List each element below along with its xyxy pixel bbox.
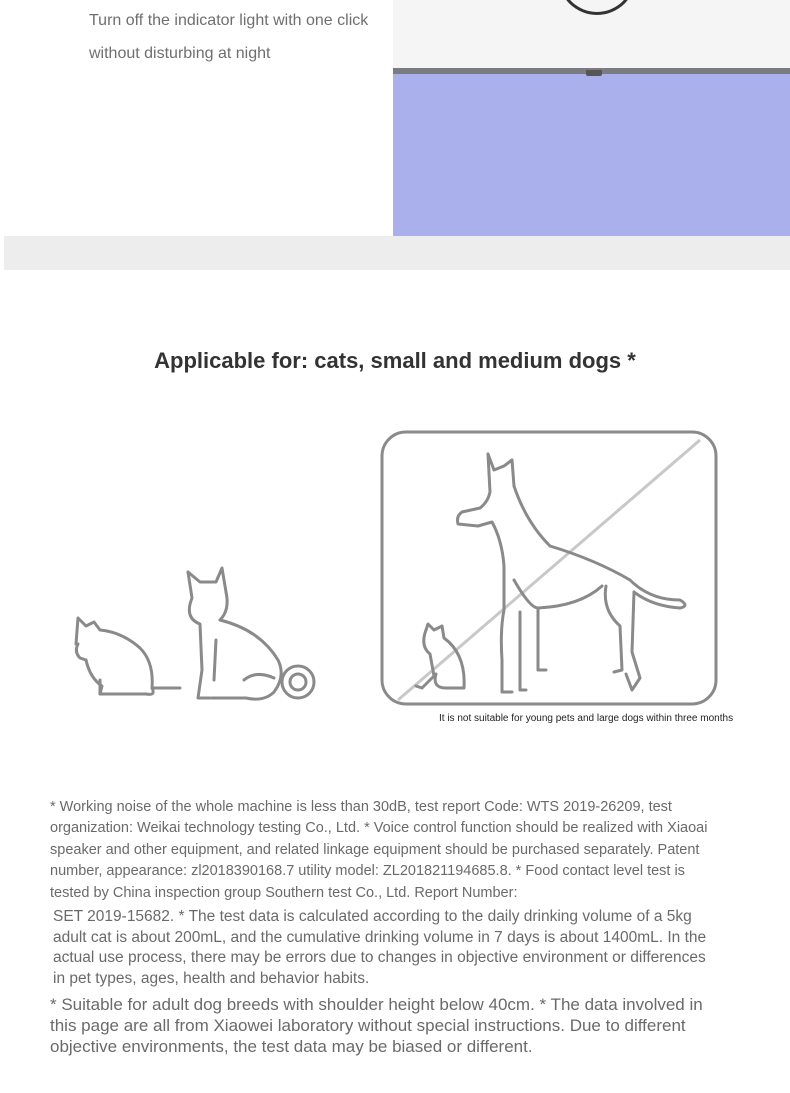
footnote-drinking-data: SET 2019-15682. * The test data is calculated according to the daily drinking volume of a 5kg adult cat is about 200mL, and the cumulative drinking volume in 7 days is about 1400mL. In the actual use process, there may be errors due to changes in objective environment or differences in pet types, ages, health and behavior habits. bbox=[53, 908, 707, 987]
not-suitable-note: It is not suitable for young pets and large dogs within three months bbox=[439, 713, 734, 724]
section-divider bbox=[4, 236, 790, 270]
large-dog-icon bbox=[458, 454, 686, 692]
footnote-dog-size: * Suitable for adult dog breeds with shoulder height below 40cm. * The data involved in this page are all from Xiaowei laboratory without special instructions. Due to different objective environments, the test data may be biased or different. bbox=[50, 995, 703, 1056]
cat-icon bbox=[76, 618, 180, 694]
small-dog-icon bbox=[188, 568, 314, 699]
applicable-heading: Applicable for: cats, small and medium dogs * bbox=[154, 348, 636, 373]
device-notch bbox=[586, 70, 602, 76]
prohibited-slash-icon bbox=[398, 440, 700, 700]
feature-text-panel bbox=[0, 0, 393, 236]
product-image bbox=[393, 0, 790, 236]
suitable-pets-illustration bbox=[60, 560, 330, 710]
indicator-light-description: Turn off the indicator light with one click without disturbing at night bbox=[89, 12, 369, 62]
footnote-noise-patent: * Working noise of the whole machine is less than 30dB, test report Code: WTS 2019-26209, test organization: Weikai technology testing Co., Ltd. * Voice control function should be realized with Xiaoai speaker and other equipment, and related linkage equipment should be purchased separately. Patent number, appearance: zl2018390168.7 utility model: ZL201821194685.8. * Food contact level test is tested by China inspection group Southern test Co., Ltd. Report Number: bbox=[50, 799, 708, 901]
unsuitable-pets-illustration bbox=[380, 430, 718, 706]
